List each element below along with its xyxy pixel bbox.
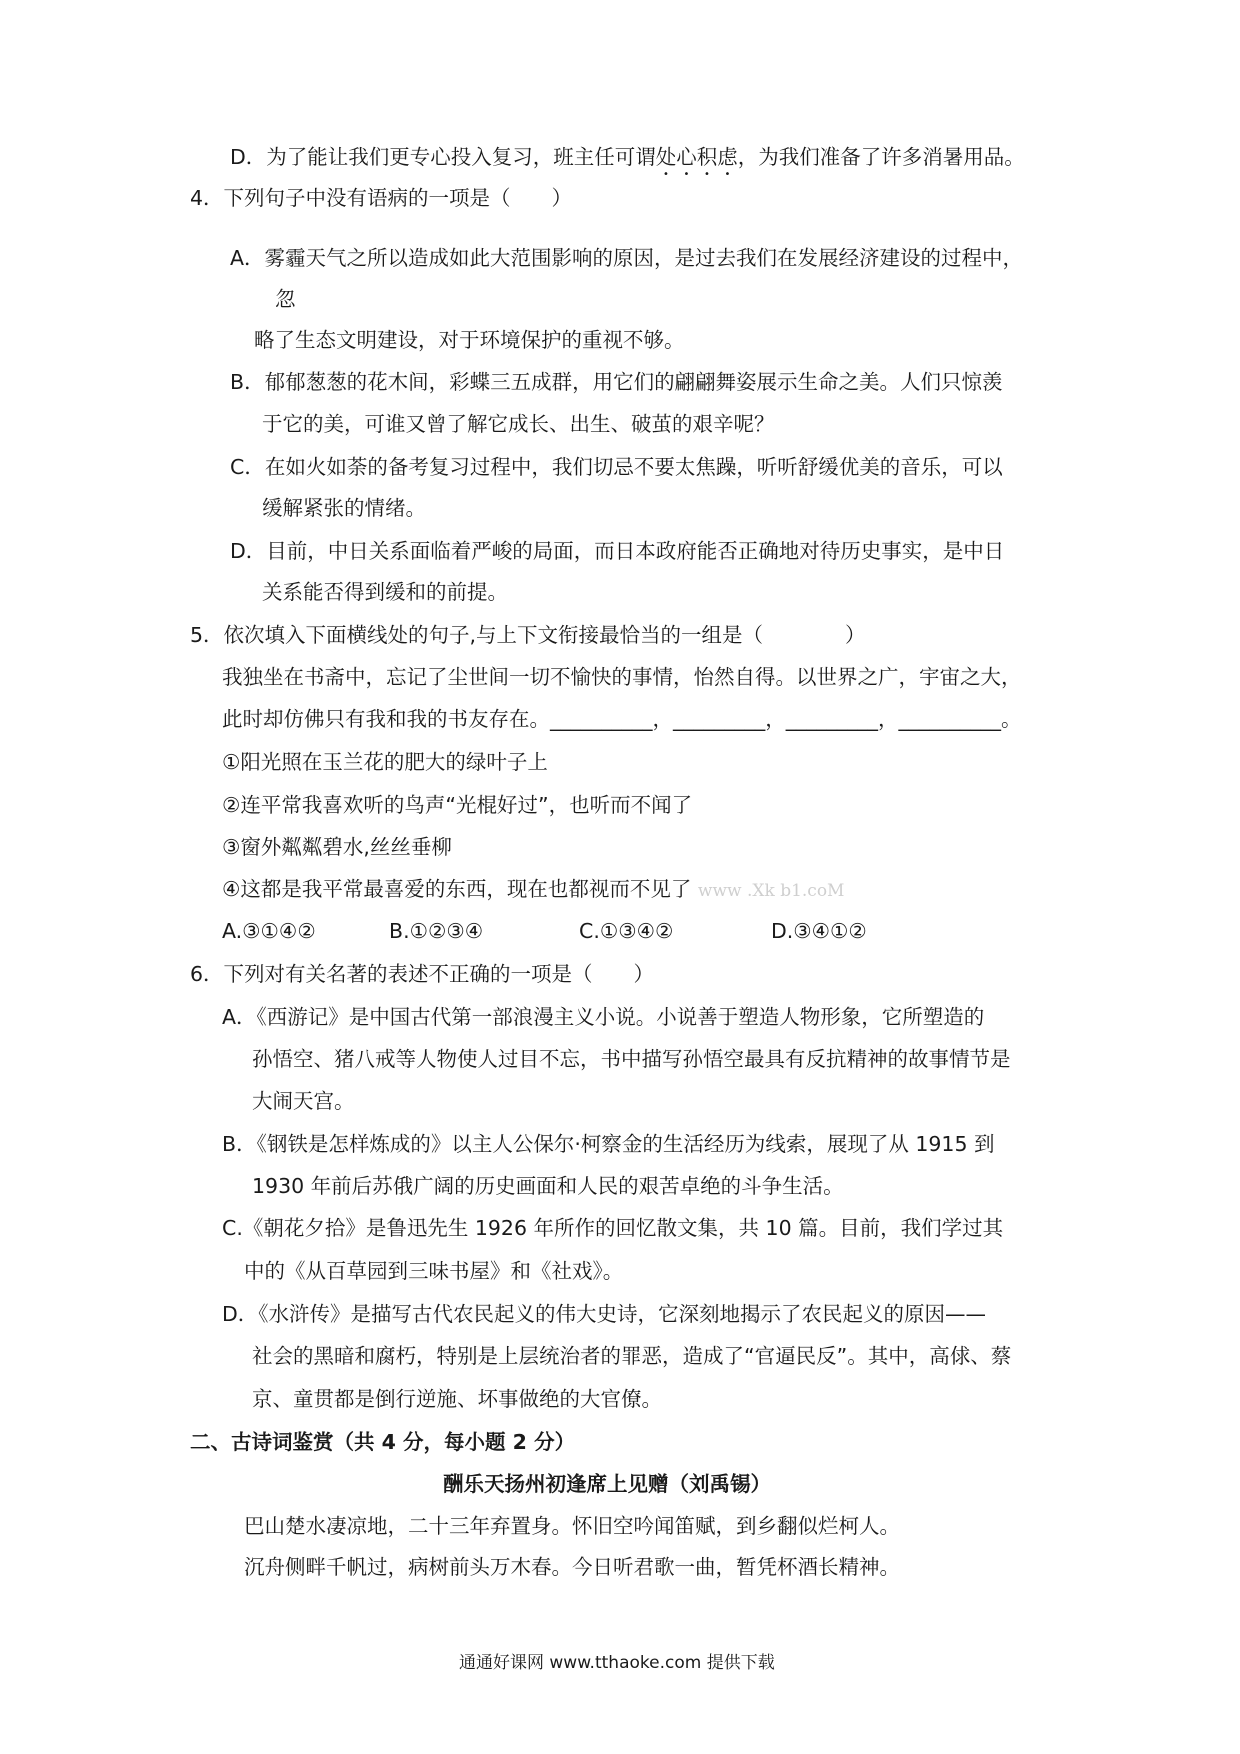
q5-option-d: D.③④①② [771, 919, 867, 943]
q4-option-c-line2: 缓解紧张的情绪。 [262, 496, 426, 520]
poem-line-1: 巴山楚水凄凉地，二十三年弃置身。怀旧空吟闻笛赋，到乡翻似烂柯人。 [244, 1514, 900, 1538]
q5-item-3: ③窗外粼粼碧水,丝丝垂柳 [222, 835, 452, 859]
q5-options [222, 917, 867, 945]
q5-item-4-text: ④这都是我平常最喜爱的东西，现在也都视而不见了 [222, 877, 692, 901]
q6-option-c-line1: C.《朝花夕拾》是鲁迅先生 1926 年所作的回忆散文集，共 10 篇。目前，我们学过其 [222, 1216, 1004, 1240]
watermark: www .Xk b1.coM [697, 881, 845, 901]
footer-credit: 通通好课网 www.tthaoke.com 提供下载 [459, 1653, 775, 1673]
q5-item-2: ②连平常我喜欢听的鸟声“光棍好过”，也听而不闻了 [222, 793, 693, 817]
q5-stem: 5．依次填入下面横线处的句子,与上下文衔接最恰当的一组是（ ） [190, 623, 866, 647]
q4-stem: 4．下列句子中没有语病的一项是（ ） [190, 186, 573, 210]
section-2-heading: 二、古诗词鉴赏（共 4 分，每小题 2 分） [190, 1430, 576, 1454]
q3-option-d-end: ，为我们准备了许多消暑用品。 [737, 145, 1025, 169]
q5-option-a: A.③①④② [222, 919, 316, 943]
q4-option-b-line2: 于它的美，可谁又曾了解它成长、出生、破茧的艰辛呢？ [262, 412, 775, 436]
q6-option-a-line1: A．《西游记》是中国古代第一部浪漫主义小说。小说善于塑造人物形象，它所塑造的 [222, 1005, 985, 1029]
q6-option-d-line1: D．《水浒传》是描写古代农民起义的伟大史诗，它深刻地揭示了农民起义的原因—— [222, 1302, 987, 1326]
q5-item-4 [222, 875, 844, 905]
poem-line-2: 沉舟侧畔千帆过，病树前头万木春。今日听君歌一曲，暂凭杯酒长精神。 [244, 1555, 900, 1579]
q6-stem: 6．下列对有关名著的表述不正确的一项是（ ） [190, 962, 655, 986]
q4-option-a-line3: 略了生态文明建设，对于环境保护的重视不够。 [254, 328, 685, 352]
q6-option-c-line2: 中的《从百草园到三味书屋》和《社戏》。 [244, 1259, 624, 1283]
q4-option-a-line2: 忽 [275, 287, 296, 311]
q3-option-d-text: D．为了能让我们更专心投入复习，班主任可谓 [230, 145, 656, 169]
q3-dotted-idiom: 处心积虑 [655, 145, 738, 169]
q3-option-d [230, 143, 1025, 180]
q6-option-b-line2: 1930 年前后苏俄广阔的历史画面和人民的艰苦卓绝的斗争生活。 [252, 1174, 844, 1198]
q5-passage-line2: 此时却仿佛只有我和我的书友存在。__________，_________，_________，__________。 [222, 707, 1022, 731]
q5-item-1: ①阳光照在玉兰花的肥大的绿叶子上 [222, 750, 548, 774]
q6-option-a-line3: 大闹天宫。 [252, 1089, 355, 1113]
q5-option-c: C.①③④② [579, 919, 674, 943]
q4-option-d-line2: 关系能否得到缓和的前提。 [262, 580, 508, 604]
q4-option-c-line1: C．在如火如荼的备考复习过程中，我们切忌不要太焦躁，听听舒缓优美的音乐，可以 [230, 455, 1003, 479]
q5-option-b: B.①②③④ [389, 919, 484, 943]
q4-option-d-line1: D．目前，中日关系面临着严峻的局面，而日本政府能否正确地对待历史事实，是中日 [230, 539, 1005, 563]
q5-passage-line1: 我独坐在书斋中，忘记了尘世间一切不愉快的事情，怡然自得。以世界之广，宇宙之大， [222, 665, 1022, 689]
q6-option-d-line2: 社会的黑暗和腐朽，特别是上层统治者的罪恶，造成了“官逼民反”。其中，高俅、蔡 [252, 1344, 1012, 1368]
q4-option-a-line1: A．雾霾天气之所以造成如此大范围影响的原因，是过去我们在发展经济建设的过程中， [230, 246, 1024, 270]
poem-title: 酬乐天扬州初逢席上见赠（刘禹锡） [443, 1472, 771, 1496]
q6-option-d-line3: 京、童贯都是倒行逆施、坏事做绝的大官僚。 [252, 1387, 662, 1411]
q6-option-b-line1: B．《钢铁是怎样炼成的》以主人公保尔·柯察金的生活经历为线索，展现了从 1915 到 [222, 1132, 995, 1156]
q4-option-b-line1: B．郁郁葱葱的花木间，彩蝶三五成群，用它们的翩翩舞姿展示生命之美。人们只惊羡 [230, 370, 1003, 394]
q6-option-a-line2: 孙悟空、猪八戒等人物使人过目不忘，书中描写孙悟空最具有反抗精神的故事情节是 [252, 1047, 1011, 1071]
